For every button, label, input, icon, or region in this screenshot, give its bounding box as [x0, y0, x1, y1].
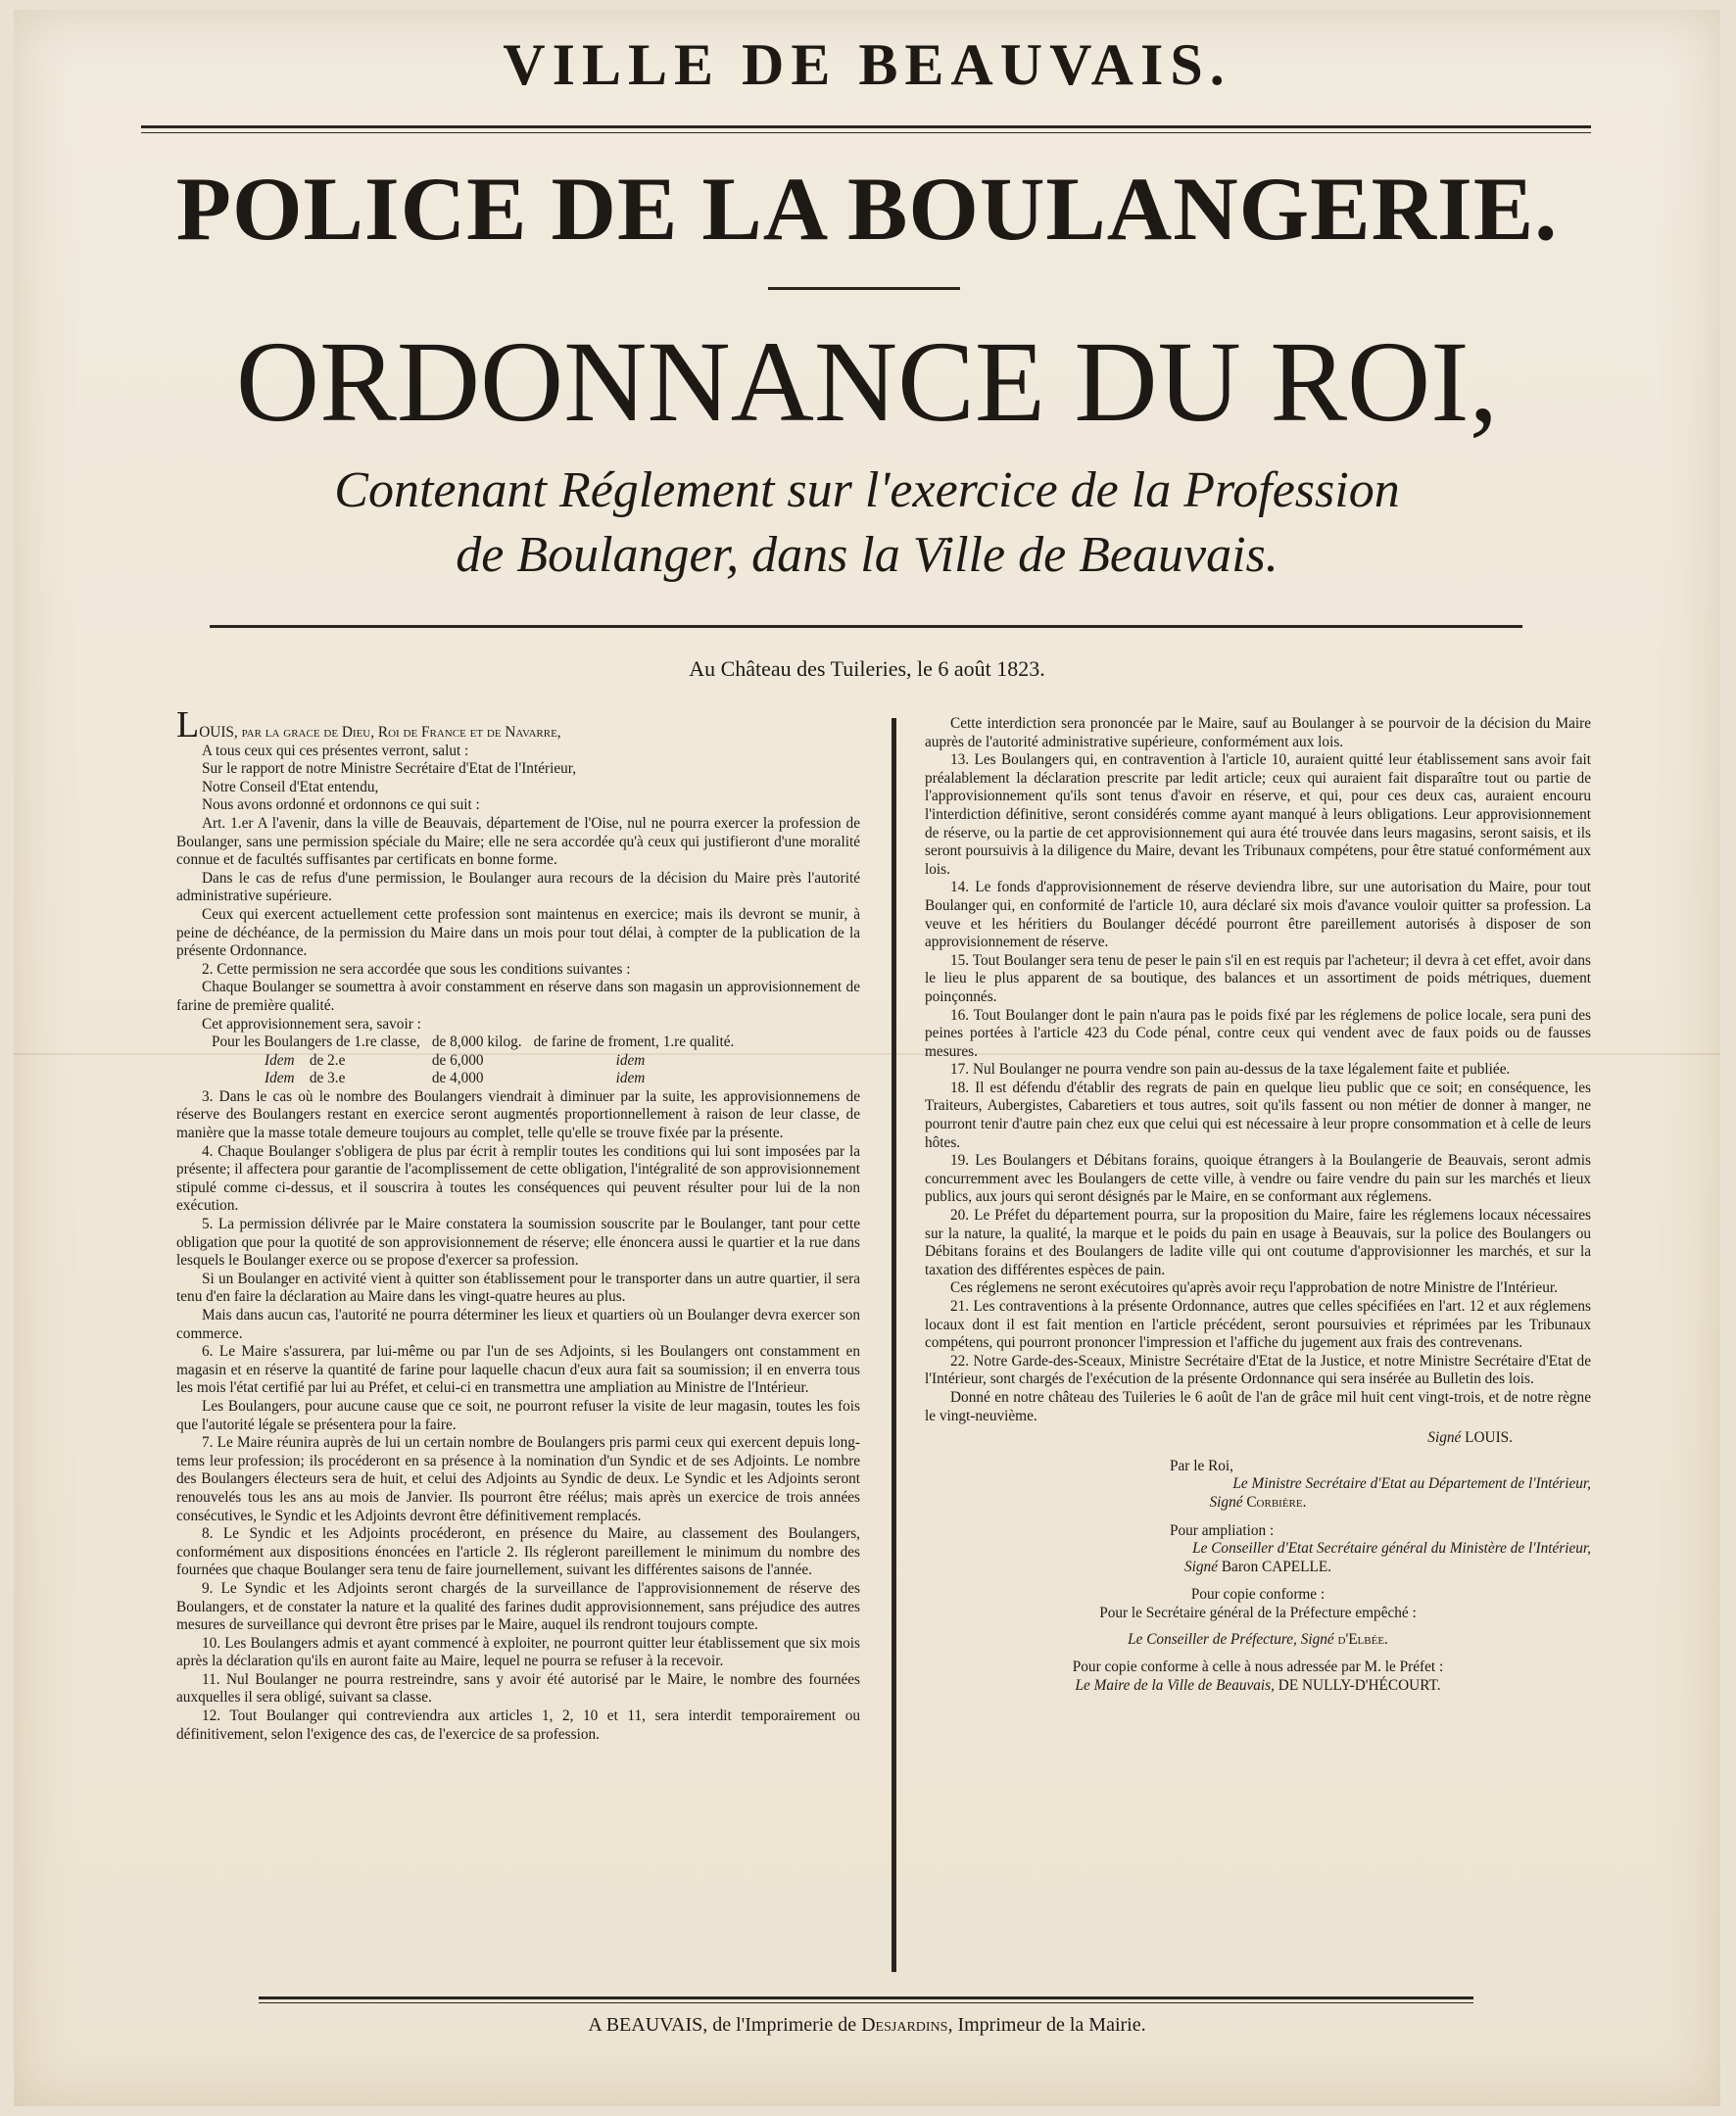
- article-10: 10. Les Boulangers admis et ayant commencé à exploiter, ne pourront quitter leur établissement que six mois après la déclaration qu'ils en auront faite au Maire, lequel ne pourra se refuser à la recevoir.: [176, 1634, 860, 1670]
- article-2-para-2: Chaque Boulanger se soumettra à avoir constamment en réserve dans son magasin un approvisionnement de farine de première qualité.: [176, 979, 860, 1014]
- header-rule-top-thin: [141, 132, 1591, 133]
- article-14: 14. Le fonds d'approvisionnement de réserve deviendra libre, sur une autorisation du Maire, pour tout Boulanger qui, en conformité de l'article 10, aura déclaré six mois d'avance vouloir quitter sa profession. La veuve et les héritiers du Boulanger décédé pourront être pareillement autorisés à disposer de son approvisionnement de réserve.: [925, 879, 1591, 951]
- article-13: 13. Les Boulangers qui, en contravention à l'article 10, auraient quitté leur établissement sans avoir fait préalablement la déclaration prescrite par ledit article; ceux qui auraient fait disparaître tout ou partie de l'approvisionnement qu'ils sont tenus d'avoir en réserve, et qui, pour ces deux cas, auraient encouru l'interdiction définitive, seront considérés comme ayant manqué à leurs obligations. Leur approvisionnement de réserve, ou la partie de cet approvisionnement qui aura été trouvée dans leurs magasins, seront saisis, et ils seront poursuivis à la diligence du Maire, devant les Tribunaux compétens, pour être statué conformément aux lois.: [925, 751, 1591, 878]
- signe-label: Signé: [1184, 1558, 1218, 1575]
- right-column: [925, 715, 1591, 1695]
- printer-line-a: A BEAUVAIS, de l'Imprimerie de: [588, 2014, 857, 2036]
- supply-row-3: [206, 1070, 740, 1088]
- signe-label: Signé: [1209, 1493, 1243, 1511]
- king-name: OUIS,: [199, 724, 238, 741]
- donne-para: Donné en notre château des Tuileries le 6 août de l'an de grâce mil huit cent vingt-trois, et de notre règne le vingt-neuvième.: [925, 1388, 1591, 1424]
- conseil-line: Notre Conseil d'Etat entendu,: [202, 778, 379, 795]
- king-title: par la grace de Dieu, Roi de France et de Navarre,: [237, 724, 561, 741]
- article-5: 5. La permission délivrée par le Maire constatera la soumission souscrite par le Boulanger, tant pour cette obligation que pour la quotité de son approvisionnement de réserve; elle énoncera aussi le quartier et la rue dans lesquels le Boulanger exerce ou se propose d'exercer sa profession.: [176, 1216, 860, 1270]
- article-20-para-2: Ces réglemens ne seront exécutoires qu'après avoir reçu l'approbation de notre Ministre de l'Intérieur.: [950, 1279, 1558, 1297]
- supply-cell: de 8,000 kilog.: [431, 1034, 522, 1051]
- article-6-para-2: Les Boulangers, pour aucune cause que ce soit, ne pourront refuser la visite de leur magasin, toutes les fois que l'autorité légale se présentera pour la faire.: [176, 1397, 860, 1433]
- signer-name: Corbière.: [1246, 1493, 1307, 1511]
- signer-name: LOUIS.: [1465, 1429, 1513, 1447]
- poster-sheet: [14, 10, 1720, 2106]
- signer-name: Baron CAPELLE.: [1221, 1558, 1331, 1575]
- rapport-line: Sur le rapport de notre Ministre Secrétaire d'Etat de l'Intérieur,: [202, 760, 577, 778]
- printer-line-c: Imprimeur de la Mairie.: [957, 2014, 1146, 2036]
- police-heading: POLICE DE LA BOULANGERIE.: [175, 159, 1559, 259]
- footer-rule-thin: [259, 2002, 1473, 2003]
- subtitle-line-2: de Boulanger, dans la Ville de Beauvais.: [456, 527, 1278, 583]
- article-12: 12. Tout Boulanger qui contreviendra aux articles 1, 2, 10 et 11, sera interdit temporairement ou définitivement, selon l'exigence des cas, de l'exercice de sa profession.: [176, 1707, 860, 1743]
- date-line: Au Château des Tuileries, le 6 août 1823.: [689, 656, 1045, 681]
- article-15: 15. Tout Boulanger sera tenu de peser le pain s'il en est requis par l'acheteur; il devra à cet effet, avoir dans le lieu le plus apparent de sa boutique, des balances et un assortiment de poids métriques, duement poinçonnés.: [925, 951, 1591, 1005]
- ordonne-line: Nous avons ordonné et ordonnons ce qui suit :: [202, 796, 480, 814]
- article-20: 20. Le Préfet du département pourra, sur la proposition du Maire, faire les réglemens locaux nécessaires sur la nature, la qualité, la marque et le poids du pain en usage à Beauvais, sur la police des Boulangers ou Débitans forains et des Boulangers de ladite ville qui ont coutume d'approvisionner les marchés, et sur la taxation des différentes espèces de pain.: [925, 1207, 1591, 1278]
- conseiller-label: Le Conseiller de Préfecture, Signé: [1128, 1630, 1334, 1648]
- interdiction-para: Cette interdiction sera prononcée par le Maire, sauf au Boulanger à se pourvoir de la décision du Maire auprès de l'autorité administrative supérieure, conformément aux lois.: [925, 715, 1591, 750]
- article-5-para-2: Si un Boulanger en activité vient à quitter son établissement pour le transporter dans un autre quartier, il sera tenu d'en faire la déclaration au Maire dans les vingt-quatre heures au plus.: [176, 1270, 860, 1306]
- article-11: 11. Nul Boulanger ne pourra restreindre, sans y avoir été autorisé par le Maire, le nombre des fournées auxquelles il sera obligé, suivant sa classe.: [176, 1670, 860, 1707]
- article-6: 6. Le Maire s'assurera, par lui-même ou par l'un de ses Adjoints, si les Boulangers ont constamment en magasin et en réserve la quantité de farine pour laquelle chacun d'eux aura fait sa soumission; il en enverra tous les mois l'état certifié par lui au Préfet, et celui-ci en transmettra une ampliation au Ministre de l'Intérieur.: [176, 1343, 860, 1397]
- supply-cell: idem: [615, 1070, 646, 1087]
- signe-label: Signé: [1427, 1429, 1462, 1447]
- article-9: 9. Le Syndic et les Adjoints seront chargés de la surveillance de l'approvisionnement de réserve des Boulangers, et de constater la nature et la qualité des farines dudit approvisionnement, sans préjudice des autres mesures de surveillance qui devront être prises par le Maire, auquel ils rendront toujours compte.: [176, 1579, 860, 1634]
- signer-name: DE NULLY-D'HÉCOURT.: [1278, 1676, 1441, 1694]
- article-1-para-3: Ceux qui exercent actuellement cette profession sont maintenus en exercice; mais ils devront se munir, à peine de déchéance, de la permission du Maire dans un mois pour tout délai, à compter de la publication de la présente Ordonnance.: [176, 905, 860, 960]
- header-rule-top: [141, 125, 1591, 128]
- supply-cell: [206, 1070, 426, 1088]
- article-21: 21. Les contraventions à la présente Ordonnance, autres que celles spécifiées en l'art. 12 et aux réglemens locaux dont il est fait mention en l'article précédent, seront poursuivies et réprimées par les Tribunaux compétens, qui pourront prononcer l'impression et l'affiche du jugement aux frais des contrevenans.: [925, 1298, 1591, 1352]
- supply-cell-class: de 3.e: [309, 1070, 346, 1087]
- supply-cell-idem: Idem: [265, 1070, 295, 1087]
- subtitle: [14, 458, 1720, 588]
- supply-cell: de 6,000: [431, 1051, 484, 1069]
- par-le-roi: Par le Roi,: [1170, 1457, 1234, 1474]
- left-column: [176, 704, 860, 1744]
- supply-row-2: [206, 1052, 740, 1071]
- article-17: 17. Nul Boulanger ne pourra vendre son pain au-dessus de la taxe légalement faite et publiée.: [950, 1061, 1511, 1079]
- conseiller-line: Le Conseiller d'Etat Secrétaire général du Ministère de l'Intérieur,: [1192, 1540, 1591, 1558]
- ordonnance-heading: ORDONNANCE DU ROI,: [235, 317, 1499, 446]
- supply-cell: de farine de froment, 1.re qualité.: [533, 1034, 735, 1051]
- supply-table: [206, 1034, 740, 1088]
- supply-cell: Pour les Boulangers de 1.re classe,: [212, 1034, 420, 1051]
- signature-capelle: [925, 1559, 1591, 1577]
- subtitle-line-1: Contenant Réglement sur l'exercice de la Profession: [334, 462, 1400, 518]
- article-18: 18. Il est défendu d'établir des regrats de pain en quelque lieu public que ce soit; en conséquence, les Traiteurs, Aubergistes, Cabaretiers et tous autres, soit qu'ils fassent ou non métier de donner à manger, ne pourront tenir d'autre pain chez eux que celui qui est nécessaire à leur propre consommation et à celle de leurs hôtes.: [925, 1079, 1591, 1151]
- supply-cell-class: de 2.e: [309, 1051, 346, 1069]
- subtitle-rule: [210, 625, 1522, 628]
- salut-line: A tous ceux qui ces présentes verront, salut :: [202, 742, 469, 759]
- drop-initial: L: [176, 704, 200, 745]
- supply-cell: de 4,000: [431, 1070, 484, 1087]
- signature-louis: [925, 1429, 1591, 1448]
- signer-name: d'Elbée.: [1337, 1630, 1388, 1648]
- copie-conforme-1: Pour copie conforme :: [1190, 1586, 1326, 1604]
- signature-elbee: [925, 1631, 1591, 1650]
- article-2-para-3: Cet approvisionnement sera, savoir :: [202, 1015, 421, 1033]
- article-8: 8. Le Syndic et les Adjoints procéderont, en présence du Maire, au classement des Boulangers, conformément aux dispositions énoncées en l'article 2. Ils régleront pareillement le minimum du nombre des fournées que chaque Boulanger sera tenu de faire journellement, suivant les différentes saisons de l'année.: [176, 1525, 860, 1579]
- ministre-line: Le Ministre Secrétaire d'Etat au Département de l'Intérieur,: [1232, 1475, 1591, 1493]
- copie-conforme-2: Pour copie conforme à celle à nous adressée par M. le Préfet :: [1072, 1659, 1444, 1676]
- printer-line: [14, 2014, 1720, 2037]
- article-2: 2. Cette permission ne sera accordée que sous les conditions suivantes :: [202, 960, 631, 978]
- article-1: Art. 1.er A l'avenir, dans la ville de Beauvais, département de l'Oise, nul ne pourra exercer la profession de Boulanger, sans une permission spéciale du Maire; elle ne sera accordée qu'à ceux qui justifieront d'une moralité connue et de facultés suffisantes par certificats en bonne forme.: [176, 814, 860, 869]
- supply-cell-idem: Idem: [265, 1051, 295, 1069]
- article-7: 7. Le Maire réunira auprès de lui un certain nombre de Boulangers pris parmi ceux qui exercent depuis long-tems leur profession; ils procéderont en sa présence à la nomination d'un Syndic et de ses Adjoints. Le nombre des Boulangers électeurs sera de huit, et celui des Adjoints au Syndic de deux. Le Syndic et les Adjoints seront renouvelés tous les ans au mois de Janvier. Ils pourront être réélus; mais après un exercice de trois années consécutives, le Syndic et les Adjoints devront être définitivement remplacés.: [176, 1434, 860, 1524]
- column-divider: [892, 718, 896, 1972]
- maire-label: Le Maire de la Ville de Beauvais,: [1075, 1676, 1275, 1694]
- printer-name: Desjardins,: [861, 2014, 953, 2036]
- article-22: 22. Notre Garde-des-Sceaux, Ministre Secrétaire d'Etat de la Justice, et notre Ministre Secrétaire d'Etat de l'Intérieur, sont chargés de l'exécution de la présente Ordonnance qui sera insérée au Bulletin des lois.: [925, 1352, 1591, 1388]
- article-4: 4. Chaque Boulanger s'obligera de plus par écrit à remplir toutes les conditions qui lui sont imposées par la présente; il affectera pour garantie de l'acomplissement de cette obligation, l'intégralité de son approvisionnement stipulé comme ci-dessus, et il souscrira à toutes les conséquences qui peuvent résulter pour lui de la non exécution.: [176, 1142, 860, 1215]
- supply-cell: idem: [615, 1051, 646, 1069]
- mid-rule: [768, 287, 960, 290]
- signature-maire: [925, 1677, 1591, 1696]
- supply-row-1: [206, 1034, 740, 1052]
- article-5-para-3: Mais dans aucun cas, l'autorité ne pourra déterminer les lieux et quartiers où un Boulanger devra exercer son commerce.: [176, 1307, 860, 1342]
- secretaire-line: Pour le Secrétaire général de la Préfecture empêché :: [1099, 1604, 1417, 1621]
- article-1-para-2: Dans le cas de refus d'une permission, le Boulanger aura recours de la décision du Maire près l'autorité administrative supérieure.: [176, 869, 860, 905]
- footer-rule: [259, 1996, 1473, 1999]
- article-3: 3. Dans le cas où le nombre des Boulangers viendrait à diminuer par la suite, les approvisionnemens de réserve des Boulangers restant en exercice seront augmentés proportionnellement à raison de leur classe, de manière que la masse totale demeure toujours au complet, telle qu'elle se trouve fixée par la présente.: [176, 1087, 860, 1142]
- intro-line: [176, 704, 860, 745]
- article-16: 16. Tout Boulanger dont le pain n'aura pas le poids fixé par les réglemens de police locale, sera puni des peines portées à l'article 423 du Code pénal, contre ceux qui vendent avec de faux poids ou de fausses mesures.: [925, 1006, 1591, 1060]
- article-19: 19. Les Boulangers et Débitans forains, quoique étrangers à la Boulangerie de Beauvais, seront admis concurremment avec les Boulangers de cette ville, à vendre ou faire vendre du pain sur les marchés et lieux publics, aux jours qui seront désignés par le Maire, en se conformant aux réglemens.: [925, 1152, 1591, 1206]
- city-heading: VILLE DE BEAUVAIS.: [503, 32, 1231, 97]
- signature-corbiere: [925, 1494, 1591, 1513]
- pour-ampliation: Pour ampliation :: [1170, 1521, 1275, 1539]
- supply-cell: [206, 1052, 426, 1071]
